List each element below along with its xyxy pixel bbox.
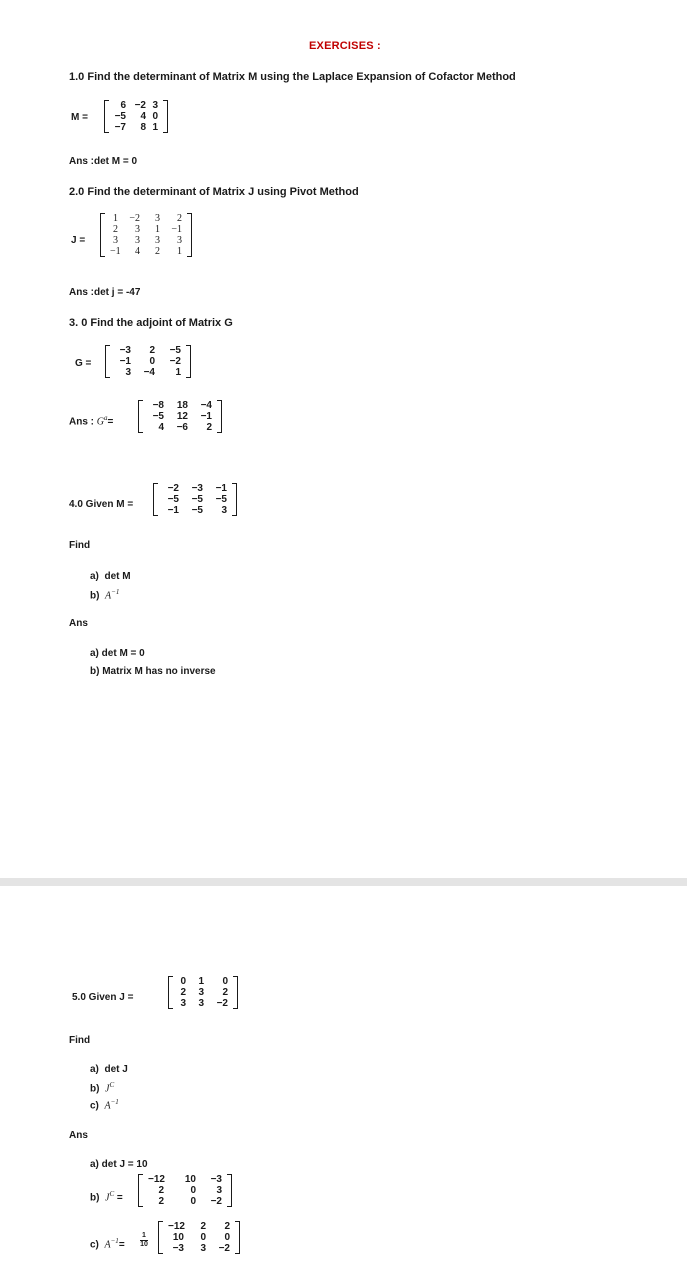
q4-find-b-symbol: A [105, 590, 112, 602]
q3-answer-label [69, 414, 113, 427]
matrix-cell: 3 [180, 998, 186, 1009]
q4-find-a-letter: a) [90, 571, 99, 582]
q2-answer: Ans :det j = -47 [69, 287, 141, 298]
q2-matrix [100, 213, 192, 257]
q1-prompt: 1.0 Find the determinant of Matrix M using the Laplace Expansion of Cofactor Method [69, 71, 516, 83]
matrix-cell: −5 [191, 494, 203, 505]
matrix-cell: −6 [176, 422, 188, 433]
matrix-cell: −8 [152, 400, 164, 411]
matrix-cell: −2 [134, 100, 146, 111]
q5-answer-c-sup: −1 [110, 1237, 119, 1245]
matrix-cell: 3 [155, 235, 160, 246]
matrix-cell: 0 [222, 976, 228, 987]
matrix-cell: 12 [176, 411, 188, 422]
q3-answer-prefix: Ans : [69, 416, 94, 428]
matrix-cell: −1 [119, 356, 131, 367]
matrix-cell: −2 [169, 356, 181, 367]
matrix-cell: 2 [224, 1221, 230, 1232]
matrix-cell: −3 [191, 483, 203, 494]
q5-find-item-b [90, 1081, 114, 1094]
matrix-cell: −1 [200, 411, 212, 422]
matrix-cell: −5 [167, 494, 179, 505]
q5-answer-b-eq: = [116, 1192, 123, 1204]
matrix-cell: 2 [155, 246, 160, 257]
q2-prompt: 2.0 Find the determinant of Matrix J using Pivot Method [69, 186, 359, 198]
q3-answer-eq: = [107, 416, 114, 428]
q5-find-a-letter: a) [90, 1064, 99, 1075]
q5-answer-b-label [90, 1190, 123, 1203]
matrix-cell: 1 [155, 224, 160, 235]
matrix-cell: −2 [210, 1196, 222, 1207]
q5-find-a-text: det J [104, 1064, 128, 1075]
matrix-cell: 1 [152, 122, 158, 133]
matrix-cell: 1 [113, 213, 118, 224]
q5-prompt: 5.0 Given J = [72, 992, 134, 1003]
matrix-cell: 2 [149, 345, 155, 356]
matrix-cell: −12 [168, 1221, 185, 1232]
matrix-cell: 0 [190, 1185, 196, 1196]
q5-find-item-c [90, 1098, 119, 1111]
matrix-cell: −2 [216, 998, 228, 1009]
matrix-cell: 0 [200, 1232, 206, 1243]
matrix-cell: −1 [215, 483, 227, 494]
q5-ans-label: Ans [69, 1130, 88, 1141]
matrix-cell: 2 [158, 1185, 164, 1196]
matrix-cell: −5 [215, 494, 227, 505]
q1-answer: Ans :det M = 0 [69, 156, 138, 167]
matrix-cell: −1 [171, 224, 182, 235]
matrix-cell: −1 [167, 505, 179, 516]
matrix-cell: 3 [200, 1243, 206, 1254]
q4-find-item-b [90, 588, 119, 601]
matrix-cell: 3 [216, 1185, 222, 1196]
matrix-cell: 4 [158, 422, 164, 433]
matrix-cell: −1 [110, 246, 121, 257]
matrix-cell: 2 [158, 1196, 164, 1207]
matrix-cell: 3 [177, 235, 182, 246]
matrix-cell: −2 [218, 1243, 230, 1254]
matrix-cell: 3 [152, 100, 158, 111]
matrix-cell: −4 [143, 367, 155, 378]
matrix-cell: −5 [152, 411, 164, 422]
matrix-cell: −3 [172, 1243, 184, 1254]
q5-fraction-denominator: 10 [140, 1241, 148, 1248]
q3-answer-symbol: G [96, 416, 105, 428]
matrix-cell: 3 [221, 505, 227, 516]
q4-find-b-sup: −1 [111, 588, 120, 596]
matrix-cell: −3 [119, 345, 131, 356]
q1-matrix [104, 100, 168, 133]
q5-answer-c-prefix: c) [90, 1239, 99, 1251]
q1-matrix-label: M = [71, 112, 88, 123]
q5-answer-a: a) det J = 10 [90, 1159, 148, 1170]
matrix-cell: 6 [120, 100, 126, 111]
q3-answer-sup: a [104, 414, 108, 422]
q2-matrix-label: J = [71, 235, 86, 246]
q5-answer-c-label [90, 1237, 125, 1250]
matrix-cell: 3 [155, 213, 160, 224]
exercises-title: EXERCISES : [309, 40, 381, 52]
matrix-cell: 4 [140, 111, 146, 122]
q5-answer-b-prefix: b) [90, 1192, 100, 1204]
matrix-cell: 8 [140, 122, 146, 133]
matrix-cell: 3 [198, 998, 204, 1009]
q4-matrix [153, 483, 237, 516]
q5-find-c-sup: −1 [110, 1098, 119, 1106]
q3-prompt: 3. 0 Find the adjoint of Matrix G [69, 317, 233, 329]
q3-answer-matrix [138, 400, 222, 433]
matrix-cell: −5 [169, 345, 181, 356]
matrix-cell: 2 [113, 224, 118, 235]
matrix-cell: 4 [135, 246, 140, 257]
matrix-cell: 1 [175, 367, 181, 378]
q3-matrix [105, 345, 191, 378]
q5-answer-c-eq: = [118, 1239, 125, 1251]
matrix-cell: −7 [114, 122, 126, 133]
q5-answer-c-matrix [158, 1221, 240, 1254]
matrix-cell: −3 [210, 1174, 222, 1185]
matrix-cell: −5 [191, 505, 203, 516]
matrix-cell: 0 [149, 356, 155, 367]
matrix-cell: 0 [224, 1232, 230, 1243]
q5-answer-b-matrix [138, 1174, 232, 1207]
q4-find-a-text: det M [104, 571, 131, 582]
matrix-cell: 3 [135, 235, 140, 246]
matrix-cell: 3 [198, 987, 204, 998]
matrix-cell: 0 [152, 111, 158, 122]
matrix-cell: 2 [200, 1221, 206, 1232]
page-divider [0, 878, 687, 886]
matrix-cell: 2 [177, 213, 182, 224]
q5-matrix [168, 976, 238, 1009]
matrix-cell: 10 [172, 1232, 184, 1243]
matrix-cell: 2 [180, 987, 186, 998]
q5-fraction-numerator: 1 [142, 1232, 146, 1239]
q3-matrix-label: G = [75, 358, 92, 369]
q5-answer-c-symbol: A [104, 1239, 111, 1251]
matrix-cell: 0 [190, 1196, 196, 1207]
matrix-cell: 1 [177, 246, 182, 257]
matrix-cell: 2 [206, 422, 212, 433]
matrix-cell: 10 [184, 1174, 196, 1185]
q5-find-b-symbol: J [105, 1083, 110, 1095]
matrix-cell: −4 [200, 400, 212, 411]
q5-find-c-letter: c) [90, 1100, 99, 1112]
q5-find-b-letter: b) [90, 1083, 100, 1095]
q4-ans-label: Ans [69, 618, 88, 629]
matrix-cell: −12 [148, 1174, 165, 1185]
matrix-cell: −5 [114, 111, 126, 122]
q4-prompt: 4.0 Given M = [69, 499, 134, 510]
q4-find-b-letter: b) [90, 590, 100, 602]
matrix-cell: 3 [125, 367, 131, 378]
q5-find-b-sup: C [109, 1081, 115, 1089]
q4-answer-b: b) Matrix M has no inverse [90, 666, 216, 677]
q5-find-label: Find [69, 1035, 91, 1046]
matrix-cell: −2 [167, 483, 179, 494]
q4-find-label: Find [69, 540, 91, 551]
q5-find-item-a [90, 1064, 128, 1075]
matrix-cell: 3 [113, 235, 118, 246]
matrix-cell: 0 [180, 976, 186, 987]
matrix-cell: 18 [176, 400, 188, 411]
q5-answer-b-sup: C [109, 1190, 115, 1198]
matrix-cell: 3 [135, 224, 140, 235]
q5-find-c-symbol: A [104, 1100, 111, 1112]
matrix-cell: −2 [129, 213, 140, 224]
q5-answer-c-fraction [140, 1232, 148, 1249]
matrix-cell: 1 [198, 976, 204, 987]
q5-answer-b-symbol: J [105, 1192, 110, 1204]
matrix-cell: 2 [222, 987, 228, 998]
q4-find-item-a [90, 571, 131, 582]
q4-answer-a: a) det M = 0 [90, 648, 145, 659]
